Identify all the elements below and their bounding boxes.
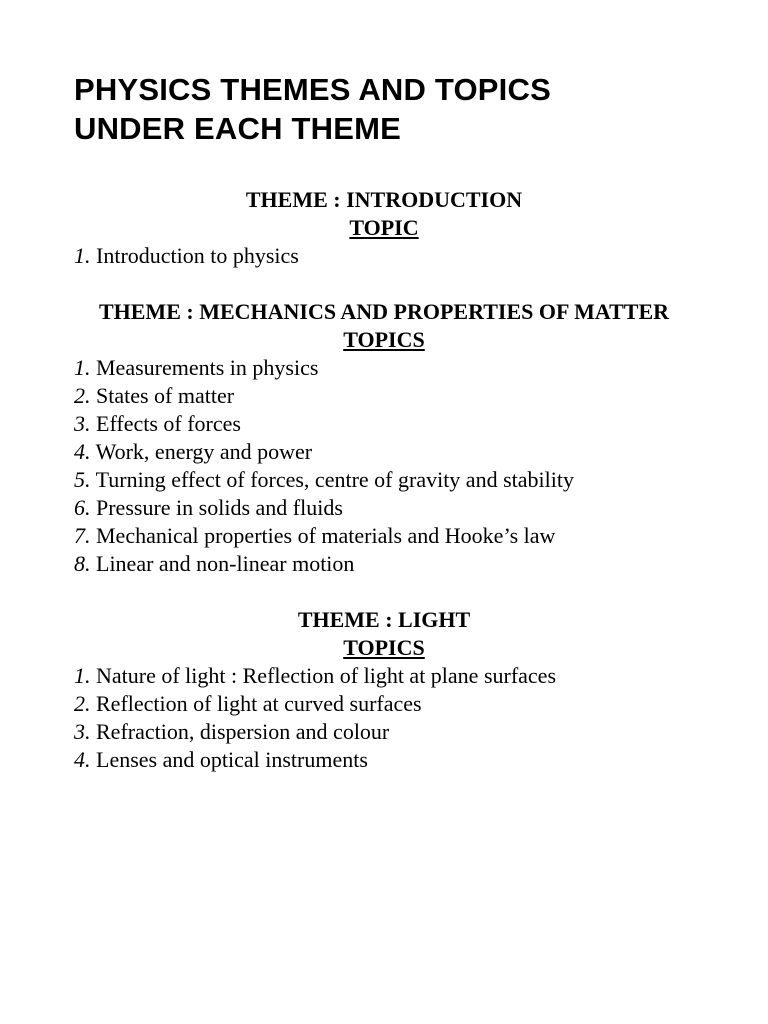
topic-text: Linear and non-linear motion — [90, 551, 355, 576]
topic-item — [74, 690, 694, 718]
topic-list — [74, 242, 694, 270]
topics-label: TOPICS — [343, 327, 425, 352]
theme-heading: THEME : LIGHT — [297, 607, 471, 632]
topic-text: Refraction, dispersion and colour — [90, 719, 390, 744]
topic-number: 6. — [74, 495, 91, 520]
topic-text: Turning effect of forces, centre of gravity and stability — [90, 467, 574, 492]
theme-mechanics — [74, 298, 694, 578]
document-page — [74, 70, 694, 774]
document-title-line-2: UNDER EACH THEME — [74, 111, 401, 146]
topic-text: Effects of forces — [90, 411, 241, 436]
topic-number: 1. — [74, 663, 91, 688]
topic-text: Mechanical properties of materials and Hooke’s law — [90, 523, 556, 548]
topic-text: Lenses and optical instruments — [90, 747, 368, 772]
document-title-line-1: PHYSICS THEMES AND TOPICS — [74, 72, 551, 107]
topic-text: Nature of light : Reflection of light at plane surfaces — [90, 663, 557, 688]
topic-item — [74, 522, 694, 550]
topic-number: 2. — [74, 383, 91, 408]
topic-number: 5. — [74, 467, 91, 492]
theme-light — [74, 606, 694, 774]
topics-label: TOPIC — [349, 215, 419, 240]
theme-heading: THEME : INTRODUCTION — [245, 187, 523, 212]
topic-text: Measurements in physics — [90, 355, 319, 380]
topic-number: 1. — [74, 243, 91, 268]
topic-number: 8. — [74, 551, 91, 576]
theme-heading: THEME : MECHANICS AND PROPERTIES OF MATTER — [98, 299, 670, 324]
topic-number: 3. — [74, 719, 91, 744]
theme-introduction — [74, 186, 694, 270]
topic-item — [74, 382, 694, 410]
topic-text: Pressure in solids and fluids — [90, 495, 343, 520]
topic-list — [74, 354, 694, 578]
topic-item — [74, 242, 694, 270]
document-title — [74, 70, 694, 148]
topic-item — [74, 746, 694, 774]
topic-number: 4. — [74, 747, 91, 772]
topic-text: Introduction to physics — [90, 243, 299, 268]
topic-item — [74, 550, 694, 578]
topic-item — [74, 410, 694, 438]
topic-item — [74, 662, 694, 690]
topic-number: 7. — [74, 523, 91, 548]
topic-number: 1. — [74, 355, 91, 380]
topic-item — [74, 438, 694, 466]
topic-list — [74, 662, 694, 774]
topic-item — [74, 494, 694, 522]
topic-number: 4. — [74, 439, 91, 464]
topic-item — [74, 466, 694, 494]
topic-item — [74, 718, 694, 746]
topic-number: 2. — [74, 691, 91, 716]
topic-number: 3. — [74, 411, 91, 436]
topic-text: Work, energy and power — [90, 439, 313, 464]
topic-text: States of matter — [90, 383, 235, 408]
topic-text: Reflection of light at curved surfaces — [90, 691, 422, 716]
topics-label: TOPICS — [343, 635, 425, 660]
topic-item — [74, 354, 694, 382]
